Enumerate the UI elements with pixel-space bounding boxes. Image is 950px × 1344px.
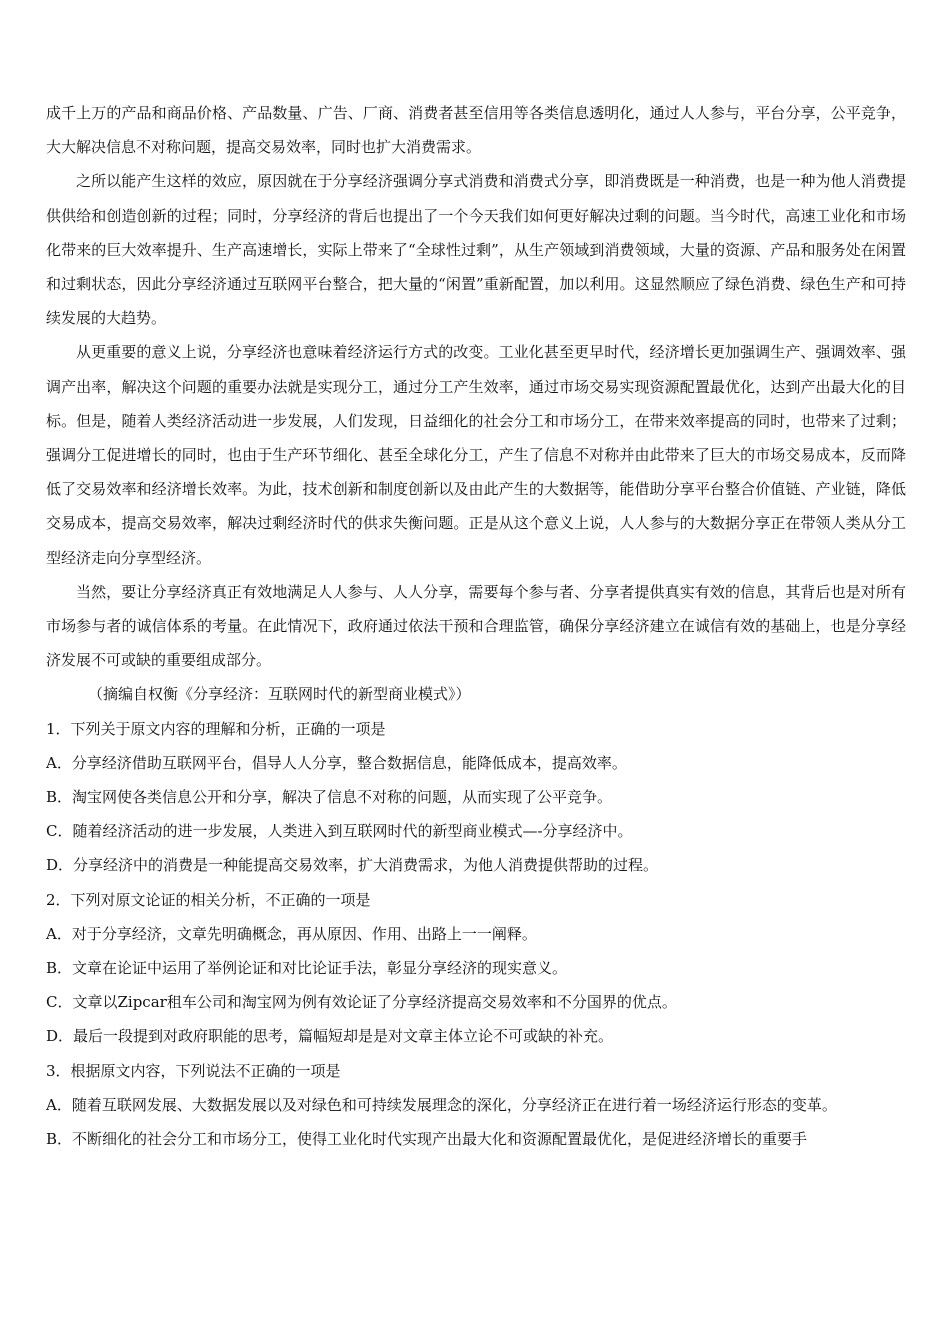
option-b: B．文章在论证中运用了举例论证和对比论证手法，彰显分享经济的现实意义。 <box>46 959 568 978</box>
question-stem: 2．下列对原文论证的相关分析，不正确的一项是 <box>46 890 371 909</box>
passage-paragraph-2: 之所以能产生这样的效应，原因就在于分享经济强调分享式消费和消费式分享，即消费既是一种消费，也是一种为他人消费提供供给和创造创新的过程；同时，分享经济的背后也提出了一个今天我们如何更好解决过剩的问题。当今时代，高速工业化和市场化带来的巨大效率提升、生产高速增长，实际上带来了“全球性过剩”，从生产领域到消费领域，大量的资源、产品和服务处在闲置和过剩状态，因此分享经济通过互联网平台整合，把大量的“闲置”重新配置，加以利用。这显然顺应了绿色消费、绿色生产和可持续发展的大趋势。 <box>46 172 906 328</box>
passage-paragraph-4: 当然，要让分享经济真正有效地满足人人参与、人人分享，需要每个参与者、分享者提供真实有效的信息，其背后也是对所有市场参与者的诚信体系的考量。在此情况下，政府通过依法干预和合理监管，确保分享经济建立在诚信有效的基础上，也是分享经济发展不可或缺的重要组成部分。 <box>46 582 906 670</box>
option-b: B．淘宝网使各类信息公开和分享，解决了信息不对称的问题，从而实现了公平竞争。 <box>46 788 613 807</box>
passage-source: （摘编自权衡《分享经济：互联网时代的新型商业模式》） <box>88 685 471 704</box>
question-3 <box>46 1054 906 1157</box>
document-page <box>46 96 906 1156</box>
passage-paragraph-1: 成千上万的产品和商品价格、产品数量、广告、厂商、消费者甚至信用等各类信息透明化，通过人人参与，平台分享，公平竞争，大大解决信息不对称问题，提高交易效率，同时也扩大消费需求。 <box>46 104 906 157</box>
option-c: C．文章以Zipcar租车公司和淘宝网为例有效论证了分享经济提高交易效率和不分国界的优点。 <box>46 993 677 1012</box>
option-b: B．不断细化的社会分工和市场分工，使得工业化时代实现产出最大化和资源配置最优化，是促进经济增长的重要手 <box>46 1130 808 1149</box>
option-d: D．分享经济中的消费是一种能提高交易效率，扩大消费需求，为他人消费提供帮助的过程。 <box>46 856 659 875</box>
question-stem: 1．下列关于原文内容的理解和分析，正确的一项是 <box>46 719 386 738</box>
question-stem: 3．根据原文内容，下列说法不正确的一项是 <box>46 1061 341 1080</box>
option-a: A．对于分享经济，文章先明确概念，再从原因、作用、出路上一一阐释。 <box>46 924 537 943</box>
option-a: A．随着互联网发展、大数据发展以及对绿色和可持续发展理念的深化，分享经济正在进行着一场经济运行形态的变革。 <box>46 1095 837 1114</box>
question-1 <box>46 712 906 883</box>
question-2 <box>46 883 906 1054</box>
option-c: C．随着经济活动的进一步发展，人类进入到互联网时代的新型商业模式—-分享经济中。 <box>46 822 633 841</box>
passage-paragraph-3: 从更重要的意义上说，分享经济也意味着经济运行方式的改变。工业化甚至更早时代，经济增长更加强调生产、强调效率、强调产出率，解决这个问题的重要办法就是实现分工，通过分工产生效率，通过市场交易实现资源配置最优化，达到产出最大化的目标。但是，随着人类经济活动进一步发展，人们发现，日益细化的社会分工和市场分工，在带来效率提高的同时，也带来了过剩；强调分工促进增长的同时，也由于生产环节细化、甚至全球化分工，产生了信息不对称并由此带来了巨大的市场交易成本，反而降低了交易效率和经济增长效率。为此，技术创新和制度创新以及由此产生的大数据等，能借助分享平台整合价值链、产业链，降低交易成本，提高交易效率，解决过剩经济时代的供求失衡问题。正是从这个意义上说，人人参与的大数据分享正在带领人类从分工型经济走向分享型经济。 <box>46 343 906 567</box>
option-d: D．最后一段提到对政府职能的思考，篇幅短却是是对文章主体立论不可或缺的补充。 <box>46 1027 614 1046</box>
option-a: A．分享经济借助互联网平台，倡导人人分享，整合数据信息，能降低成本，提高效率。 <box>46 753 627 772</box>
